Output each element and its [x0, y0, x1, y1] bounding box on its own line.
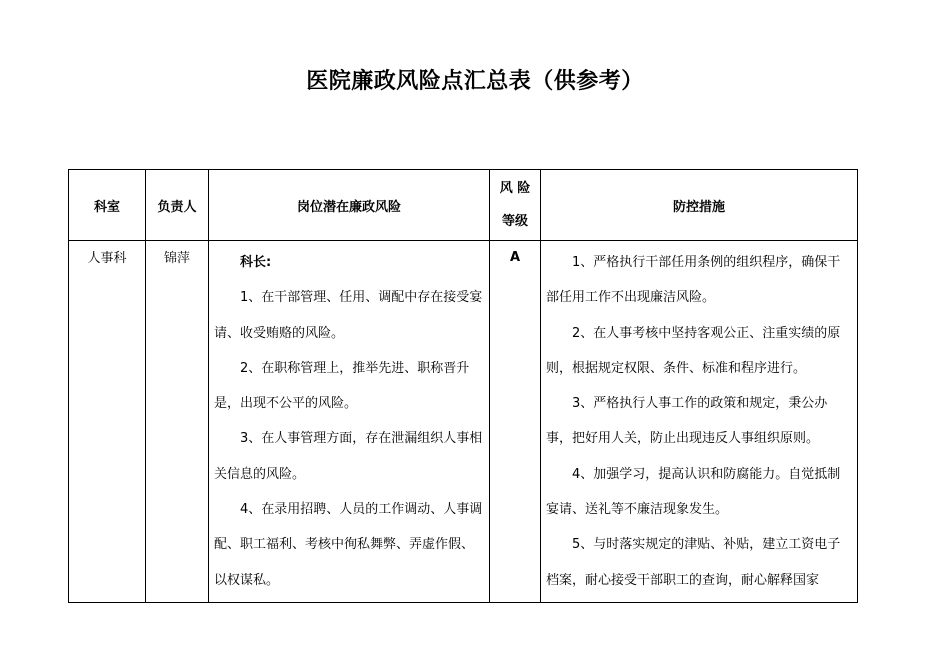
risk-summary-table: [68, 169, 858, 603]
risk-heading: 科长:: [240, 255, 272, 270]
header-measures: 防控措施: [541, 170, 858, 241]
table-header-row: [69, 170, 858, 241]
header-risk-grade: [490, 170, 541, 241]
risk-item: 1、在干部管理、任用、调配中存在接受宴请、收受贿赂的风险。: [214, 290, 483, 341]
header-risk-grade-line1: 风 险: [499, 181, 531, 196]
header-responsible: 负责人: [146, 170, 209, 241]
table-row: [69, 241, 858, 603]
measure-item: 1、严格执行干部任用条例的组织程序，确保干部任用工作不出现廉洁风险。: [546, 255, 841, 306]
measure-item: 2、在人事考核中坚持客观公正、注重实绩的原则，根据规定权限、条件、标准和程序进行。: [546, 325, 841, 376]
risk-item: 3、在人事管理方面，存在泄漏组织人事相关信息的风险。: [214, 431, 483, 482]
cell-risk-grade: A: [490, 241, 541, 603]
document-title: 医院廉政风险点汇总表（供参考）: [306, 69, 644, 94]
cell-risks: [209, 241, 490, 603]
header-risk: 岗位潜在廉政风险: [209, 170, 490, 241]
cell-department: 人事科: [69, 241, 146, 603]
measure-item: 4、加强学习，提高认识和防腐能力。自觉抵制宴请、送礼等不廉洁现象发生。: [546, 466, 841, 518]
risk-item: 2、在职称管理上，推举先进、职称晋升是，出现不公平的风险。: [214, 360, 470, 412]
measures-list: [546, 245, 852, 594]
header-risk-grade-line2: 等级: [501, 214, 528, 229]
measure-item: 5、与时落实规定的津贴、补贴，建立工资电子档案，耐心接受干部职工的查询，耐心解释国家: [546, 537, 841, 588]
cell-responsible: 锦萍: [146, 241, 209, 603]
header-department: 科室: [69, 170, 146, 241]
measure-item: 3、严格执行人事工作的政策和规定，秉公办事，把好用人关，防止出现违反人事组织原则。: [546, 396, 828, 447]
cell-measures: [541, 241, 858, 603]
risk-item: 4、在录用招聘、人员的工作调动、人事调配、职工福利、考核中徇私舞弊、弄虚作假、以权谋私。: [214, 502, 483, 588]
